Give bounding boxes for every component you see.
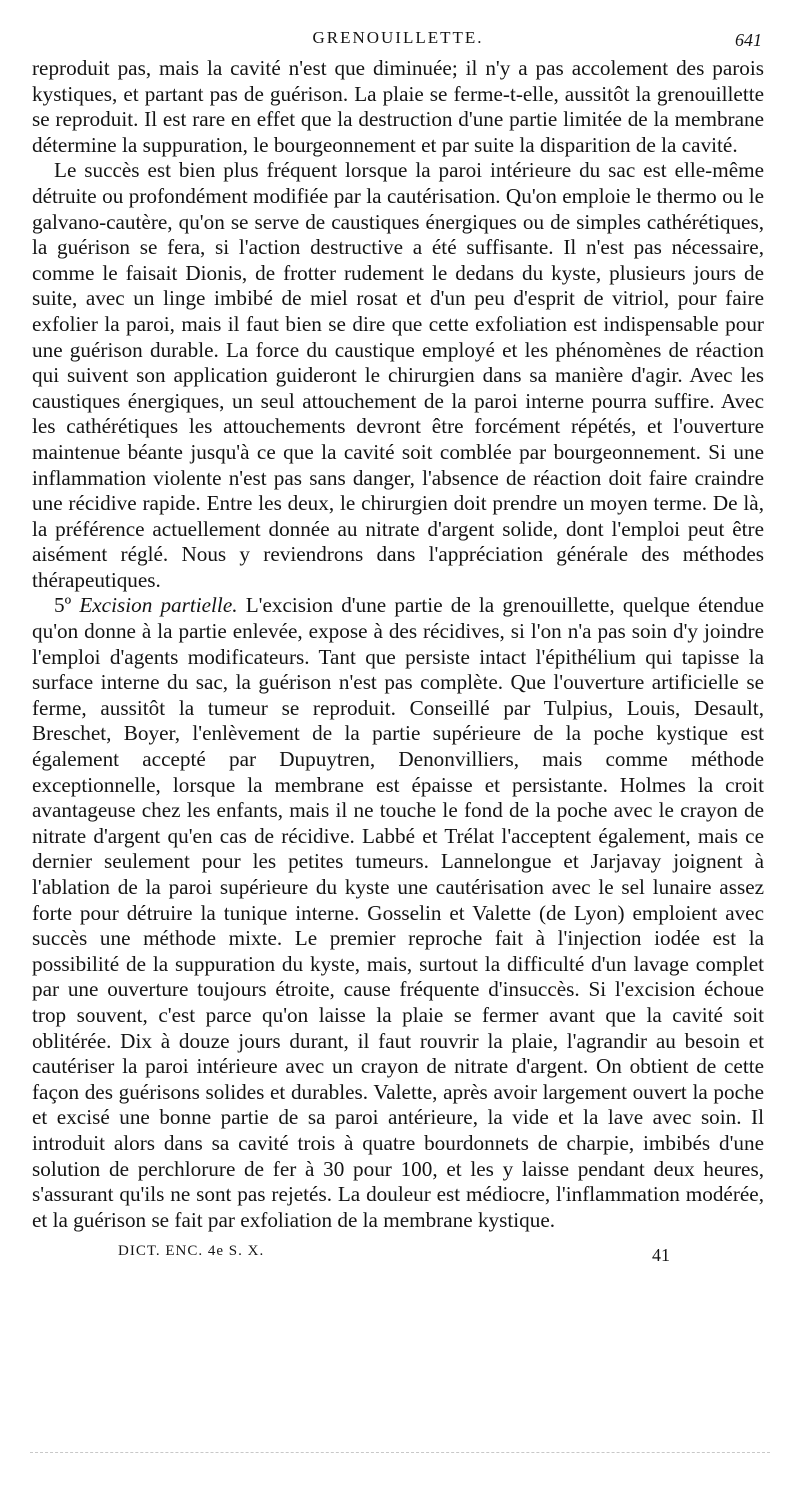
paragraph-1: reproduit pas, mais la cavité n'est que diminuée; il n'y a pas accolement des parois kystiques, et partant pas de guérison. La plaie se ferme-t-elle, aussitôt la grenouillette se reproduit. Il est rare en effet que la destruction d'une partie limitée de la membrane détermine la suppuration, le bourgeonnement et par suite la disparition de la cavité.	[32, 56, 764, 157]
section-number: 5º	[54, 593, 72, 618]
paragraph-3	[32, 593, 764, 1233]
signature-number: 41	[652, 1245, 670, 1266]
printer-signature: DICT. ENC. 4e S. X.	[118, 1243, 265, 1260]
document-page	[32, 22, 764, 1281]
section-text: L'excision d'une partie de la grenouillette, quelque étendue qu'on donne à la partie enlevée, expose à des récidives, si l'on n'a pas soin d'y joindre l'emploi d'agents modificateurs. Tant que persiste intact l'épithélium qui tapisse la surface interne du sac, la guérison n'est pas complète. Que l'ouverture artificielle se ferme, aussitôt la tumeur se reproduit. Conseillé par Tulpius, Louis, Desault, Breschet, Boyer, l'enlèvement de la partie supérieure de la poche kystique est également accepté par Dupuytren, Denonvilliers, mais comme méthode exceptionnelle, lorsque la membrane est épaisse et persistante. Holmes la croit avantageuse chez les enfants, mais il ne touche le fond de la poche avec le crayon de nitrate d'argent qu'en cas de récidive. Labbé et Trélat l'acceptent également, mais ce dernier seulement pour les petites tumeurs. Lannelongue et Jarjavay joignent à l'ablation de la paroi supérieure du kyste une cautérisation avec le sel lunaire assez forte pour détruire la tunique interne. Gosselin et Valette (de Lyon) emploient avec succès une méthode mixte. Le premier reproche fait à l'injection iodée est la possibilité de la suppuration du kyste, mais, surtout la difficulté d'un lavage complet par une ouverture toujours étroite, cause fréquente d'insuccès. Si l'excision échoue trop souvent, c'est parce qu'on laisse la plaie se fermer avant que la cavité soit oblitérée. Dix à douze jours durant, il faut rouvrir la plaie, l'agrandir au besoin et cautériser la paroi intérieure avec un crayon de nitrate d'argent. On obtient de cette façon des guérisons solides et durables. Valette, après avoir largement ouvert la poche et excisé une bonne partie de sa paroi antérieure, la vide et la lave avec soin. Il introduit alors dans sa cavité trois à quatre bourdonnets de charpie, imbibés d'une solution de perchlorure de fer à 30 pour 100, et les y laisse pendant deux heures, s'assurant qu'ils ne sont pas rejetés. La douleur est médiocre, l'inflammation modérée, et la guérison se fait par exfoliation de la membrane kystique.	[32, 593, 764, 1232]
running-title: GRENOUILLETTE.	[312, 28, 484, 47]
page-number: 641	[735, 30, 762, 50]
paragraph-2: Le succès est bien plus fréquent lorsque la paroi intérieure du sac est elle-même détruite ou profondément modifiée par la cautérisation. Qu'on emploie le thermo ou le galvano-cautère, qu'on se serve de caustiques énergiques ou de simples cathérétiques, la guérison se fera, si l'action destructive a été suffisante. Il n'est pas nécessaire, comme le faisait Dionis, de frotter rudement le dedans du kyste, plusieurs jours de suite, avec un linge imbibé de miel rosat et d'un peu d'esprit de vitriol, pour faire exfolier la paroi, mais il faut bien se dire que cette exfoliation est indispensable pour une guérison durable. La force du caustique employé et les phénomènes de réaction qui suivent son application guideront le chirurgien dans sa manière d'agir. Avec les caustiques énergiques, un seul attouchement de la paroi interne pourra suffire. Avec les cathérétiques les attouchements devront être forcément répétés, et l'ouverture maintenue béante jusqu'à ce que la cavité soit comblée par bourgeonnement. Si une inflammation violente n'est pas sans danger, l'absence de réaction doit faire craindre une récidive rapide. Entre les deux, le chirurgien doit prendre un moyen terme. De là, la préférence actuellement donnée au nitrate d'argent solide, dont l'emploi peut être aisément réglé. Nous y reviendrons dans l'appréciation générale des méthodes thérapeutiques.	[32, 158, 764, 592]
bottom-margin-rule	[30, 1452, 770, 1453]
section-title: Excision partielle.	[79, 593, 238, 618]
running-head	[32, 22, 764, 56]
page-footer	[32, 1241, 764, 1281]
